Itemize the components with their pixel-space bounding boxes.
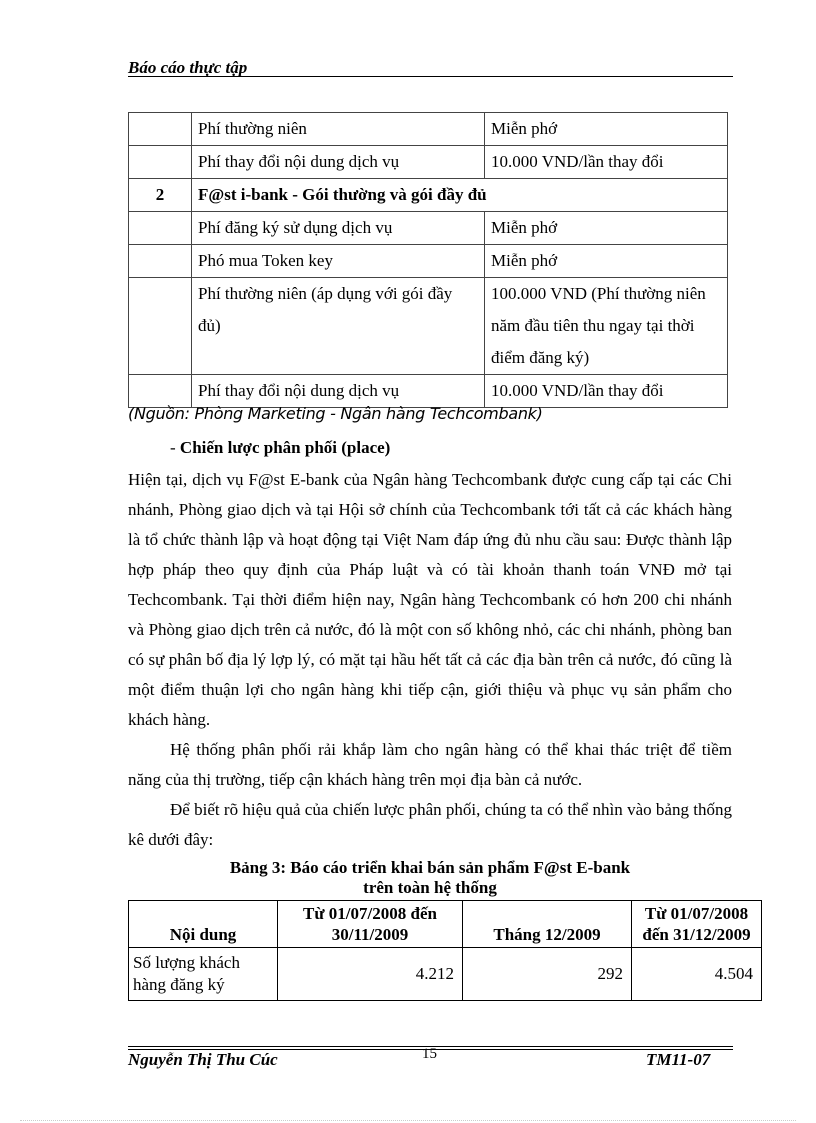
table-caption-subtitle: trên toàn hệ thống <box>363 878 497 897</box>
table-caption: Bảng 3: Báo cáo triển khai bán sản phẩm F@st E-bank <box>229 858 631 877</box>
section-heading <box>170 438 390 458</box>
column-header: Từ 01/07/2008 đến 31/12/2009 <box>632 901 762 948</box>
fee-value: 10.000 VND/lần thay đổi <box>485 146 728 179</box>
column-header: Tháng 12/2009 <box>463 901 632 948</box>
paragraph: Hệ thống phân phối rải khắp làm cho ngân hàng có thể khai thác triệt để tiềm năng của thị trường, tiếp cận khách hàng trên mọi địa bàn cả nước. <box>128 740 732 789</box>
paragraph: Để biết rõ hiệu quả của chiến lược phân phối, chúng ta có thể nhìn vào bảng thống kê dưới đây: <box>128 800 732 849</box>
paragraph: Hiện tại, dịch vụ F@st E-bank của Ngân hàng Techcombank được cung cấp tại các Chi nhánh, Phòng giao dịch và tại Hội sở chính của Techcombank tới tất cả các khách hàng là tổ chức thành lập và hoạt động tại Việt Nam đáp ứng đủ nhu cầu sau: Được thành lập hợp pháp theo quy định của Pháp luật và có tài khoản thanh toán VNĐ mở tại Techcombank. Tại thời điểm hiện nay, Ngân hàng Techcombank có hơn 200 chi nhánh và Phòng giao dịch trên cả nước, đó là một con số không nhỏ, các chi nhánh, phòng ban có sự phân bố địa lý lợp lý, có mặt tại hầu hết tất cả các địa bàn trên cả nước, đó cũng là một điểm thuận lợi cho ngân hàng khi tiếp cận, giới thiệu và phục vụ sản phẩm cho khách hàng. <box>128 470 732 729</box>
table-row <box>129 245 728 278</box>
row-number <box>129 113 192 146</box>
source-note: (Nguồn: Phòng Marketing - Ngân hàng Techcombank) <box>128 404 543 423</box>
column-header: Nội dung <box>129 901 278 948</box>
cell-value: 4.212 <box>278 948 463 1001</box>
page-edge-divider <box>20 1120 796 1121</box>
row-number <box>129 212 192 245</box>
fee-item: Phí đăng ký sử dụng dịch vụ <box>192 212 485 245</box>
table-row <box>129 212 728 245</box>
table-row-group <box>129 179 728 212</box>
fee-item: Phí thay đổi nội dung dịch vụ <box>192 375 485 408</box>
column-header: Từ 01/07/2008 đến 30/11/2009 <box>278 901 463 948</box>
row-label: Số lượng khách hàng đăng ký <box>129 948 278 1001</box>
fee-table <box>128 112 728 408</box>
page-number: 15 <box>422 1046 437 1062</box>
page-header-title: Báo cáo thực tập <box>128 58 248 77</box>
header-rule <box>128 76 733 77</box>
sales-report-table <box>128 900 762 1001</box>
fee-value: Miễn phớ <box>485 212 728 245</box>
group-title: F@st i-bank - Gói thường và gói đầy đủ <box>192 179 728 212</box>
table-row <box>129 375 728 408</box>
cell-value: 292 <box>463 948 632 1001</box>
footer-author: Nguyễn Thị Thu Cúc <box>128 1050 278 1069</box>
table-row <box>129 113 728 146</box>
fee-value: 100.000 VND (Phí thường niên năm đầu tiên thu ngay tại thời điểm đăng ký) <box>485 278 728 375</box>
footer-class-code: TM11-07 <box>646 1050 711 1069</box>
row-number <box>129 278 192 375</box>
fee-item: Phí thường niên <box>192 113 485 146</box>
cell-value: 4.504 <box>632 948 762 1001</box>
table-header-row <box>129 901 762 948</box>
row-number <box>129 245 192 278</box>
row-number <box>129 146 192 179</box>
table-row <box>129 146 728 179</box>
row-number: 2 <box>129 179 192 212</box>
table-row <box>129 948 762 1001</box>
table-row <box>129 278 728 375</box>
fee-value: Miễn phớ <box>485 245 728 278</box>
section-title: Chiến lược phân phối (place) <box>179 438 391 457</box>
fee-value: Miễn phớ <box>485 113 728 146</box>
section-prefix: - <box>170 438 180 457</box>
fee-item: Phí thường niên (áp dụng với gói đầy đủ) <box>192 278 485 375</box>
fee-item: Phó mua Token key <box>192 245 485 278</box>
row-number <box>129 375 192 408</box>
fee-item: Phí thay đổi nội dung dịch vụ <box>192 146 485 179</box>
fee-value: 10.000 VND/lần thay đổi <box>485 375 728 408</box>
